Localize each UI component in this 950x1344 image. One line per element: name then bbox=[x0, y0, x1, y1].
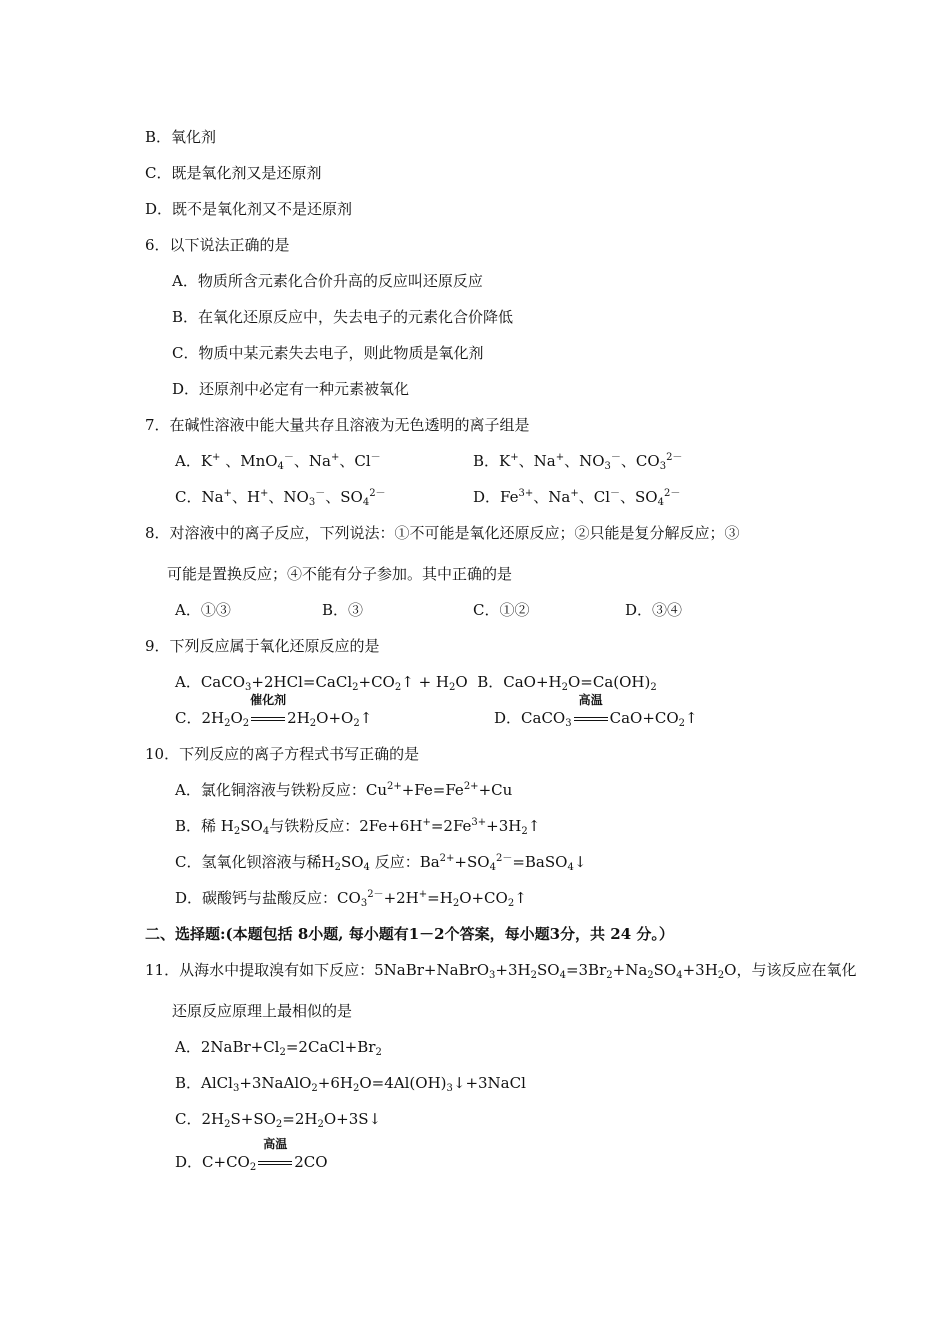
q11-option-b: B．$AlCl_3+3NaAlO_2+6H_2O=4Al(OH)_3↓+3NaCl$ bbox=[175, 1074, 526, 1094]
q7-stem: 7．在碱性溶液中能大量共存且溶液为无色透明的离子组是 bbox=[145, 416, 530, 434]
section-2-heading: 二、选择题:(本题包括 8小题, 每小题有1－2个答案，每小题3分，共 24 分。） bbox=[145, 925, 674, 943]
q8-option-a: A．①③ bbox=[175, 601, 231, 619]
q8-option-b: B．③ bbox=[322, 601, 364, 619]
q5-option-b: B．氧化剂 bbox=[145, 128, 217, 146]
high-temp-condition: 高温 bbox=[572, 708, 610, 728]
q9-stem: 9．下列反应属于氧化还原反应的是 bbox=[145, 637, 380, 655]
q6-stem: 6．以下说法正确的是 bbox=[145, 236, 290, 254]
high-temp-condition: 高温 bbox=[256, 1152, 294, 1172]
q11-option-a: A．$2NaBr+Cl_2=2CaCl+Br_2$ bbox=[175, 1038, 382, 1058]
q10-option-a: A．氯化铜溶液与铁粉反应：$Cu^{2+}+Fe=Fe^{2+}+Cu$ bbox=[175, 781, 513, 799]
q7-option-c: C．Na+、H+、$NO_3^-$、$SO_4^{2-}$ bbox=[175, 488, 386, 508]
q11-option-d: D．$C+CO_2$ 高温 2CO bbox=[175, 1137, 328, 1173]
catalyst-condition: 催化剂 bbox=[249, 708, 287, 728]
q10-option-b: B．稀 $H_2SO_4$与铁粉反应：$2Fe+6H^+=2Fe^{3+}+3H_2↑$ bbox=[175, 817, 541, 837]
q7-option-a: A．K+ 、MnO$_4$－、Na+、Cl－ bbox=[175, 452, 381, 472]
q8-stem-line1: 8．对溶液中的离子反应，下列说法：①不可能是氧化还原反应；②只能是复分解反应；③ bbox=[145, 524, 740, 542]
q8-stem-line2: 可能是置换反应；④不能有分子参加。其中正确的是 bbox=[167, 565, 513, 583]
q6-option-b: B．在氧化还原反应中，失去电子的元素化合价降低 bbox=[172, 308, 514, 326]
q6-option-d: D．还原剂中必定有一种元素被氧化 bbox=[172, 380, 410, 398]
q9-option-d: D．CaCO$_3$ 高温 $CaO+CO_2↑$ bbox=[494, 693, 698, 729]
q7-option-b: B．K+、Na+、$NO_3^-$、$CO_3^{2-}$ bbox=[473, 452, 683, 472]
q9-option-a: A．$CaCO_3+2HCl=CaCl_2+CO_2↑ + H_2O$ B．$CaO+H_2O=Ca(OH)_2$ bbox=[175, 673, 657, 693]
q8-option-d: D．③④ bbox=[625, 601, 683, 619]
q8-option-c: C．①② bbox=[473, 601, 530, 619]
q10-option-d: D．碳酸钙与盐酸反应：$CO_3^{2-}+2H^+=H_2O+CO_2↑$ bbox=[175, 889, 527, 909]
q11-stem-line1: 11．从海水中提取溴有如下反应：$5NaBr+NaBrO_3+3H_2SO_4=3Br_2+Na_2SO_4+3H_2O$，与该反应在氧化 bbox=[145, 961, 857, 981]
q5-option-d: D．既不是氧化剂又不是还原剂 bbox=[145, 200, 353, 218]
q11-option-c: C．$2H_2S+SO_2=2H_2O+3S↓$ bbox=[175, 1110, 382, 1130]
q6-option-c: C．物质中某元素失去电子，则此物质是氧化剂 bbox=[172, 344, 484, 362]
q9-option-c: C．$2H_2O_2$ 催化剂 $2H_2O+O_2↑$ bbox=[175, 693, 373, 729]
q5-option-c: C．既是氧化剂又是还原剂 bbox=[145, 164, 322, 182]
q6-option-a: A．物质所含元素化合价升高的反应叫还原反应 bbox=[172, 272, 483, 290]
q10-option-c: C．氢氧化钡溶液与稀$H_2SO_4$ 反应：$Ba^{2+}+SO_4^{2-}=BaSO_4↓$ bbox=[175, 853, 587, 873]
q7-option-d: D．$Fe^{3+}$、Na+、Cl－、$SO_4^{2-}$ bbox=[473, 488, 681, 508]
q11-stem-line2: 还原反应原理上最相似的是 bbox=[172, 1002, 353, 1020]
q10-stem: 10．下列反应的离子方程式书写正确的是 bbox=[145, 745, 420, 763]
